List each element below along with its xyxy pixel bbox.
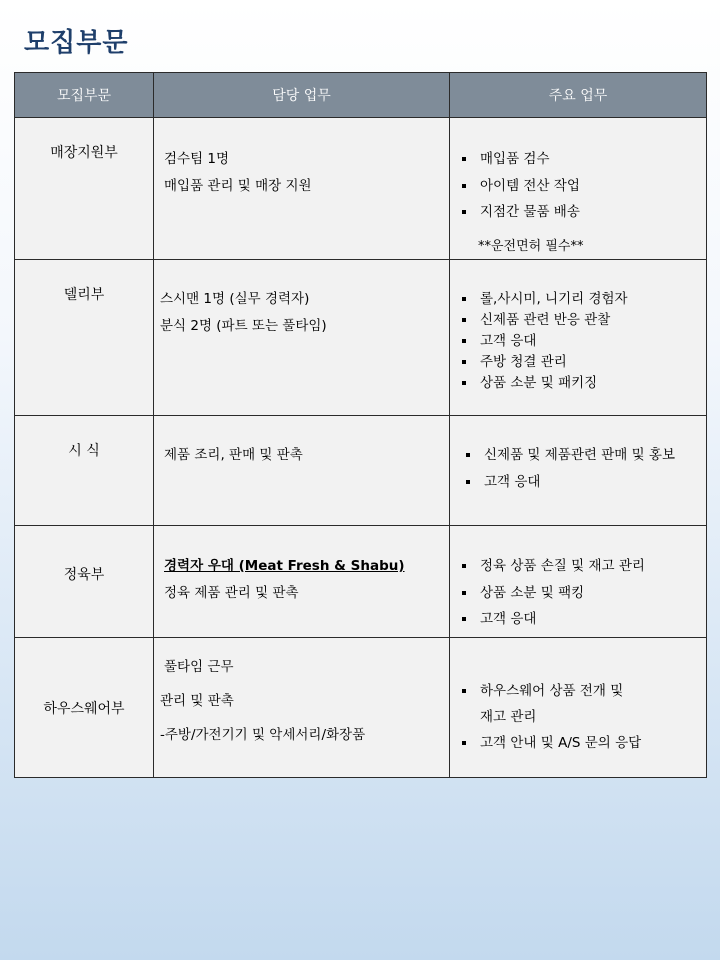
duty-line: 매입품 관리 및 매장 지원	[164, 178, 312, 194]
main-duty-item	[458, 682, 706, 726]
duty-cell	[154, 118, 450, 260]
dept-name: 매장지원부	[50, 145, 118, 161]
main-duty-cell	[450, 637, 707, 777]
duty-line: 경력자 우대 (Meat Fresh & Shabu)	[164, 558, 405, 574]
table-row	[15, 526, 707, 638]
main-duty-item: 아이템 전산 작업	[458, 177, 706, 195]
header-duty: 담당 업무	[154, 73, 450, 118]
main-duty-item: 주방 청결 관리	[458, 353, 706, 371]
dept-cell	[15, 637, 154, 777]
header-main: 주요 업무	[450, 73, 707, 118]
main-duty-text: 하우스웨어 상품 전개 및	[480, 682, 624, 699]
header-dept: 모집부문	[15, 73, 154, 118]
duty-line: 정육 제품 관리 및 판촉	[164, 585, 299, 601]
table-row	[15, 118, 707, 260]
table-row	[15, 637, 707, 777]
duty-line: 스시맨 1명 (실무 경력자)	[160, 291, 310, 307]
duty-line: 풀타임 근무	[164, 658, 234, 675]
main-duty-cell	[450, 260, 707, 416]
main-duty-item: 상품 소분 및 팩킹	[458, 584, 706, 602]
duty-cell	[154, 526, 450, 638]
main-duty-item: 상품 소분 및 패키징	[458, 374, 706, 392]
main-duty-item: 지점간 물품 배송	[458, 203, 706, 221]
duty-cell	[154, 260, 450, 416]
main-duty-item: 고객 응대	[458, 610, 706, 628]
duty-line: 검수팀 1명	[164, 151, 230, 167]
dept-name: 정육부	[63, 567, 105, 583]
dept-cell	[15, 526, 154, 638]
main-duty-item: 고객 응대	[458, 332, 706, 350]
table-header-row	[15, 73, 707, 118]
main-duty-cell	[450, 526, 707, 638]
duty-line: 제품 조리, 판매 및 판촉	[164, 447, 303, 463]
dept-cell	[15, 416, 154, 526]
duty-line: -주방/가전기기 및 악세서리/화장품	[160, 726, 366, 743]
main-duty-item: 신제품 관련 반응 관찰	[458, 311, 706, 329]
dept-name: 시 식	[68, 443, 100, 459]
dept-name: 델리부	[63, 287, 105, 303]
duty-cell	[154, 637, 450, 777]
main-duty-item: 롤,사시미, 니기리 경험자	[458, 290, 706, 308]
page-title: 모집부문	[24, 28, 129, 58]
duty-line: 분식 2명 (파트 또는 풀타임)	[160, 318, 327, 334]
dept-name: 하우스웨어부	[43, 700, 125, 717]
table-row	[15, 260, 707, 416]
dept-cell	[15, 260, 154, 416]
main-duty-item: 고객 응대	[462, 473, 706, 491]
main-duty-item: 고객 안내 및 A/S 문의 응답	[458, 734, 706, 752]
duty-line: 관리 및 판촉	[160, 692, 234, 709]
dept-cell	[15, 118, 154, 260]
duty-cell	[154, 416, 450, 526]
recruitment-table	[14, 72, 707, 778]
main-duty-cell	[450, 416, 707, 526]
table-row	[15, 416, 707, 526]
main-duty-item: 신제품 및 제품관련 판매 및 홍보	[462, 446, 706, 464]
main-duty-item: 매입품 검수	[458, 150, 706, 168]
license-note: **운전면허 필수**	[478, 239, 584, 254]
main-duty-item: 정육 상품 손질 및 재고 관리	[458, 557, 706, 575]
main-duty-cell	[450, 118, 707, 260]
main-duty-text-cont: 재고 관리	[480, 708, 537, 725]
